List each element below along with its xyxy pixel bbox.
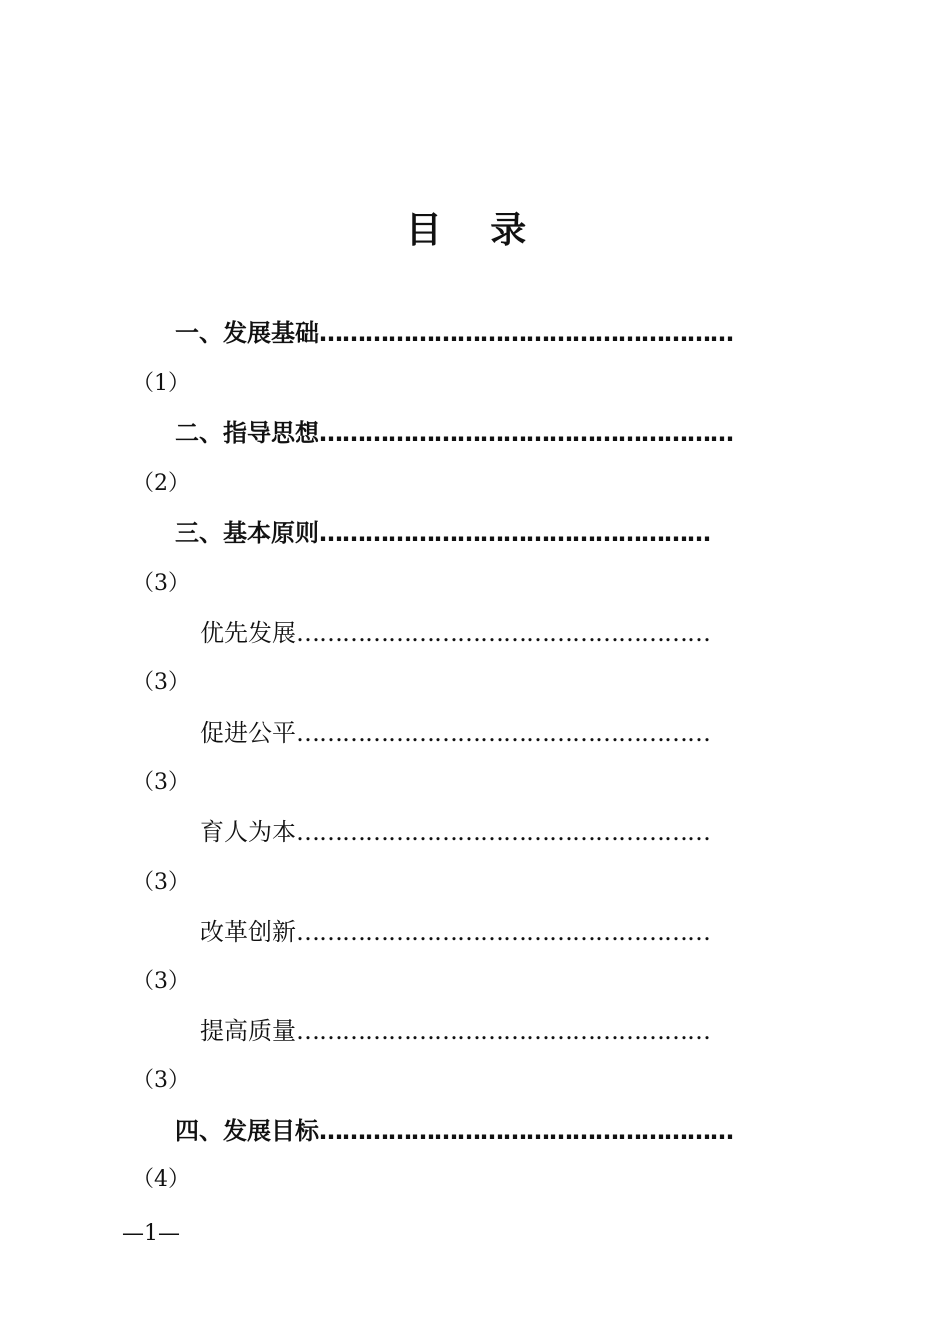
toc-entry-label: 三、基本原则 xyxy=(175,519,319,547)
toc-entry-3[interactable] xyxy=(175,516,785,550)
toc-leader: ……………………………………………… xyxy=(319,1117,733,1145)
toc-entry-label: 优先发展 xyxy=(200,619,296,647)
toc-page-number: （1） xyxy=(132,371,190,396)
toc-page-number: （3） xyxy=(132,1068,190,1093)
toc-entry-3-5[interactable] xyxy=(200,1014,785,1048)
toc-page-number: （3） xyxy=(132,969,190,994)
toc-page-number: （2） xyxy=(132,471,190,496)
toc-entry-label: 促进公平 xyxy=(200,719,296,747)
toc-entry-3-3[interactable] xyxy=(200,815,785,849)
toc-page-number: （3） xyxy=(132,571,190,596)
toc-leader: ……………………………………………… xyxy=(296,818,710,846)
toc-leader: ……………………………………………… xyxy=(296,1017,710,1045)
toc-page-number: （3） xyxy=(132,670,190,695)
toc-entry-3-1[interactable] xyxy=(200,616,785,650)
toc-leader: ……………………………………………… xyxy=(296,619,710,647)
page-footer-number: —1— xyxy=(122,1221,180,1246)
toc-entry-2[interactable] xyxy=(175,416,827,450)
toc-entry-label: 四、发展目标 xyxy=(175,1117,319,1145)
toc-page-number: （3） xyxy=(132,870,190,895)
toc-entry-label: 一、发展基础 xyxy=(175,319,319,347)
toc-title: 目 录 xyxy=(405,210,545,251)
toc-page-number: （4） xyxy=(132,1167,190,1192)
toc-leader: ……………………………………………… xyxy=(319,319,733,347)
toc-leader: ……………………………………………… xyxy=(296,918,710,946)
toc-entry-label: 育人为本 xyxy=(200,818,296,846)
toc-leader: ……………………………………………… xyxy=(296,719,710,747)
toc-entry-1[interactable] xyxy=(175,316,827,350)
toc-page-number: （3） xyxy=(132,770,190,795)
toc-entry-label: 二、指导思想 xyxy=(175,419,319,447)
toc-entry-3-4[interactable] xyxy=(200,915,785,949)
toc-entry-4[interactable] xyxy=(175,1114,827,1148)
toc-entry-3-2[interactable] xyxy=(200,716,785,750)
toc-leader: ……………………………………………… xyxy=(319,419,733,447)
toc-leader: …………………………………………… xyxy=(319,519,710,547)
toc-entry-label: 改革创新 xyxy=(200,918,296,946)
toc-entry-label: 提高质量 xyxy=(200,1017,296,1045)
